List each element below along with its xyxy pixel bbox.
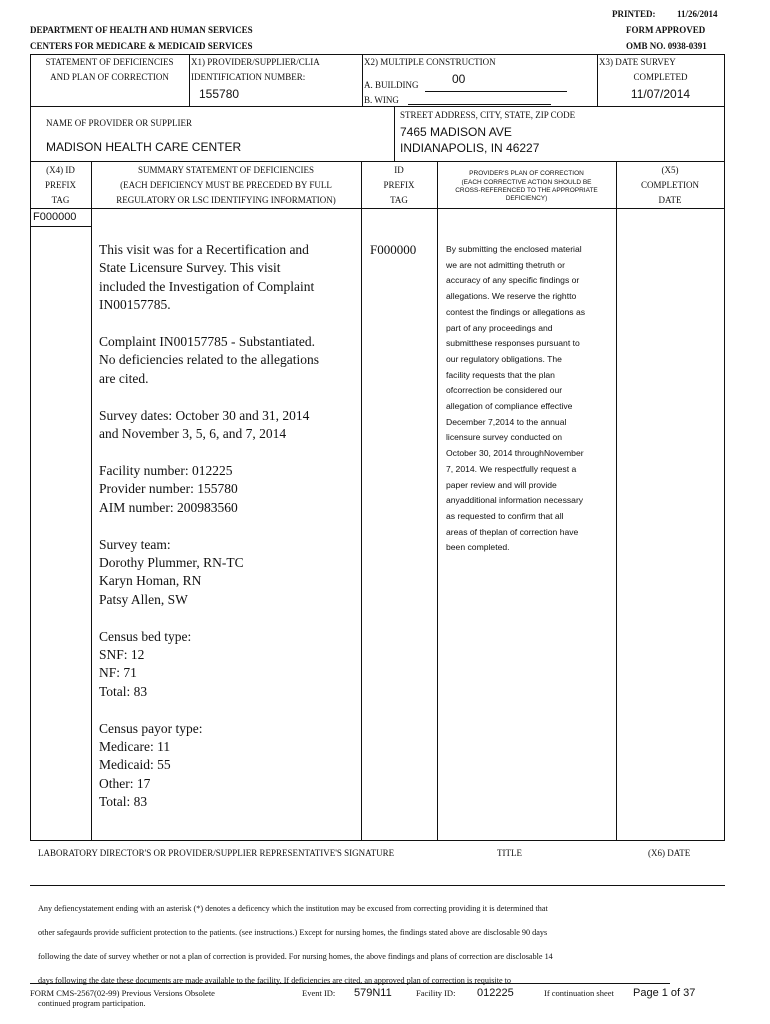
summary-line: Survey dates: October 30 and 31, 2014 [99,407,310,423]
summary-line [99,517,357,535]
building-value: 00 [452,72,466,86]
x1-label-1: X1) PROVIDER/SUPPLIER/CLIA [191,57,320,67]
plan-line: been completed. [446,542,510,553]
plan-line: licensure survey conducted on [446,432,563,443]
plan-line: allegations. We reserve the rightto [446,291,577,302]
x5-header-3: DATE [658,195,682,205]
summary-line [99,701,357,719]
form-approved: FORM APPROVED [626,25,706,35]
x4-header-2: PREFIX [44,180,76,190]
summary-line: Medicare: 11 [99,738,171,754]
director-signature-label: LABORATORY DIRECTOR'S OR PROVIDER/SUPPLIER REPRESENTATIVE'S SIGNATURE [38,848,395,858]
printed-date: 11/26/2014 [677,9,718,19]
summary-line: IN00157785. [99,297,171,313]
plan-line: anyadditional information necessary [446,495,584,506]
plan-line: part of any proceedings and [446,322,553,333]
summary-line: Complaint IN00157785 - Substantiated. [99,334,315,350]
left-tag: F000000 [33,211,77,223]
x4-header-3: TAG [51,195,70,205]
address-line-1: 7465 MADISON AVE [400,125,512,139]
summary-line: Dorothy Plummer, RN-TC [99,554,244,570]
plan-line: October 30, 2014 throughNovember [446,448,584,459]
summary-line: This visit was for a Recertification and [99,242,309,257]
plan-line: facility requests that the plan [446,369,555,380]
omb-number: OMB NO. 0938-0391 [626,41,707,51]
summary-line [99,443,357,461]
summary-line: included the Investigation of Complaint [99,278,315,294]
x2-label: X2) MULTIPLE CONSTRUCTION [364,57,496,67]
x6-date-label: (X6) DATE [648,848,691,858]
disclaimer-line: days following the date these documents are made available to the facility. If deficiencies are cited, an approved plan of correction is requisite to [38,975,512,985]
date-completed-value: 11/07/2014 [630,87,691,101]
disclaimer-line: Any defiencystatement ending with an asterisk (*) denotes a deficency which the institution may be excused from correcting providing it is determined that [38,904,548,914]
x1-label-2: IDENTIFICATION NUMBER: [191,72,306,82]
summary-line [99,609,357,627]
summary-header-1: SUMMARY STATEMENT OF DEFICIENCIES [137,165,315,175]
summary-line: Census bed type: [99,628,192,644]
summary-line [99,388,357,406]
plan-header-2: (EACH CORRECTIVE ACTION SHOULD BE [461,179,592,186]
summary-line: AIM number: 200983560 [99,499,238,515]
summary-line: Total: 83 [99,794,148,810]
facility-id-value: 012225 [477,987,514,999]
department-name: DEPARTMENT OF HEALTH AND HUMAN SERVICES [30,25,253,35]
printed-label: PRINTED: [612,9,656,19]
address-line-2: INDIANAPOLIS, IN 46227 [400,141,540,155]
continuation-label: If continuation sheet [544,988,614,998]
x3-label-2: COMPLETED [633,72,688,82]
right-tag: F000000 [370,242,417,257]
plan-line: areas of theplan of correction have [446,526,579,537]
plan-line: as requested to confirm that all [446,510,564,521]
summary-line: are cited. [99,370,149,386]
provider-id-value: 155780 [199,87,240,101]
centers-name: CENTERS FOR MEDICARE & MEDICAID SERVICES [30,41,253,51]
summary-line: and November 3, 5, 6, and 7, 2014 [99,426,287,442]
disclaimer-line: continued program participation. [38,999,146,1009]
summary-line: State Licensure Survey. This visit [99,260,281,276]
disclaimer [38,893,718,1020]
plan-line: accuracy of any specific findings or [446,275,580,286]
plan-line: December 7,2014 to the annual [446,416,567,427]
id-header-3: TAG [390,195,408,205]
x5-header-2: COMPLETION [641,180,699,190]
summary-header-2: (EACH DEFICIENCY MUST BE PRECEDED BY FULL [120,180,332,190]
summary-line: Karyn Homan, RN [99,573,202,589]
plan-header-3: CROSS-REFERENCED TO THE APPROPRIATE [455,187,598,194]
x5-header-1: (X5) [661,165,679,175]
summary-line: Provider number: 155780 [99,481,238,497]
summary-line: Census payor type: [99,720,203,736]
summary-line [99,315,357,333]
x3-label-1: X3) DATE SURVEY [599,57,676,67]
wing-label: B. WING [364,95,399,105]
plan-line: submitthese responses pursuant to [446,338,580,349]
plan-header-1: PROVIDER'S PLAN OF CORRECTION [469,170,584,177]
disclaimer-line: other safegaurds provide sufficient protection to the patients. (see instructions.) Except for nursing homes, the findings stated above are disclosable 90 days [38,927,548,937]
title-label: TITLE [497,848,522,858]
id-header-1: ID [394,165,404,175]
plan-of-correction [446,242,614,556]
summary-line: Medicaid: 55 [99,757,171,773]
summary-line: Facility number: 012225 [99,462,233,478]
x4-header-1: (X4) ID [46,165,75,175]
plan-line: we are not admitting thetruth or [446,259,565,270]
plan-line: allegation of compliance effective [446,401,573,412]
provider-name-value: MADISON HEALTH CARE CENTER [46,140,242,154]
event-id-value: 579N11 [354,987,392,999]
form-number: FORM CMS-2567(02-99) Previous Versions Obsolete [30,988,215,998]
summary-statement [99,241,357,812]
summary-line: No deficiencies related to the allegations [99,352,320,368]
summary-header-3: REGULATORY OR LSC IDENTIFYING INFORMATION) [116,195,336,205]
plan-line: paper review and will provide [446,479,557,490]
page-number: Page 1 of 37 [633,987,696,999]
summary-line: NF: 71 [99,665,137,681]
summary-line: Patsy Allen, SW [99,591,188,607]
facility-id-label: Facility ID: [416,988,456,998]
id-header-2: PREFIX [383,180,415,190]
summary-line: SNF: 12 [99,646,145,662]
plan-line: ofcorrection be considered our [446,385,563,396]
building-label: A. BUILDING [364,80,419,90]
summary-line: Other: 17 [99,775,151,791]
plan-line: By submitting the enclosed material [446,244,582,254]
plan-header-4: DEFICIENCY) [505,195,548,202]
plan-line: our regulatory obligations. The [446,353,562,364]
event-id-label: Event ID: [302,988,336,998]
plan-line: 7, 2014. We respectfully request a [446,463,577,474]
summary-line: Total: 83 [99,683,148,699]
statement-label-1: STATEMENT OF DEFICIENCIES [45,57,174,67]
disclaimer-line: following the date of survey whether or not a plan of correction is provided. For nursing homes, the above findings and plans of correction are disclosable 14 [38,951,553,961]
plan-line: contest the findings or allegations as [446,306,586,317]
provider-name-label: NAME OF PROVIDER OR SUPPLIER [46,118,193,128]
statement-label-2: AND PLAN OF CORRECTION [50,72,169,82]
summary-line: Survey team: [99,536,171,552]
address-label: STREET ADDRESS, CITY, STATE, ZIP CODE [400,110,576,120]
